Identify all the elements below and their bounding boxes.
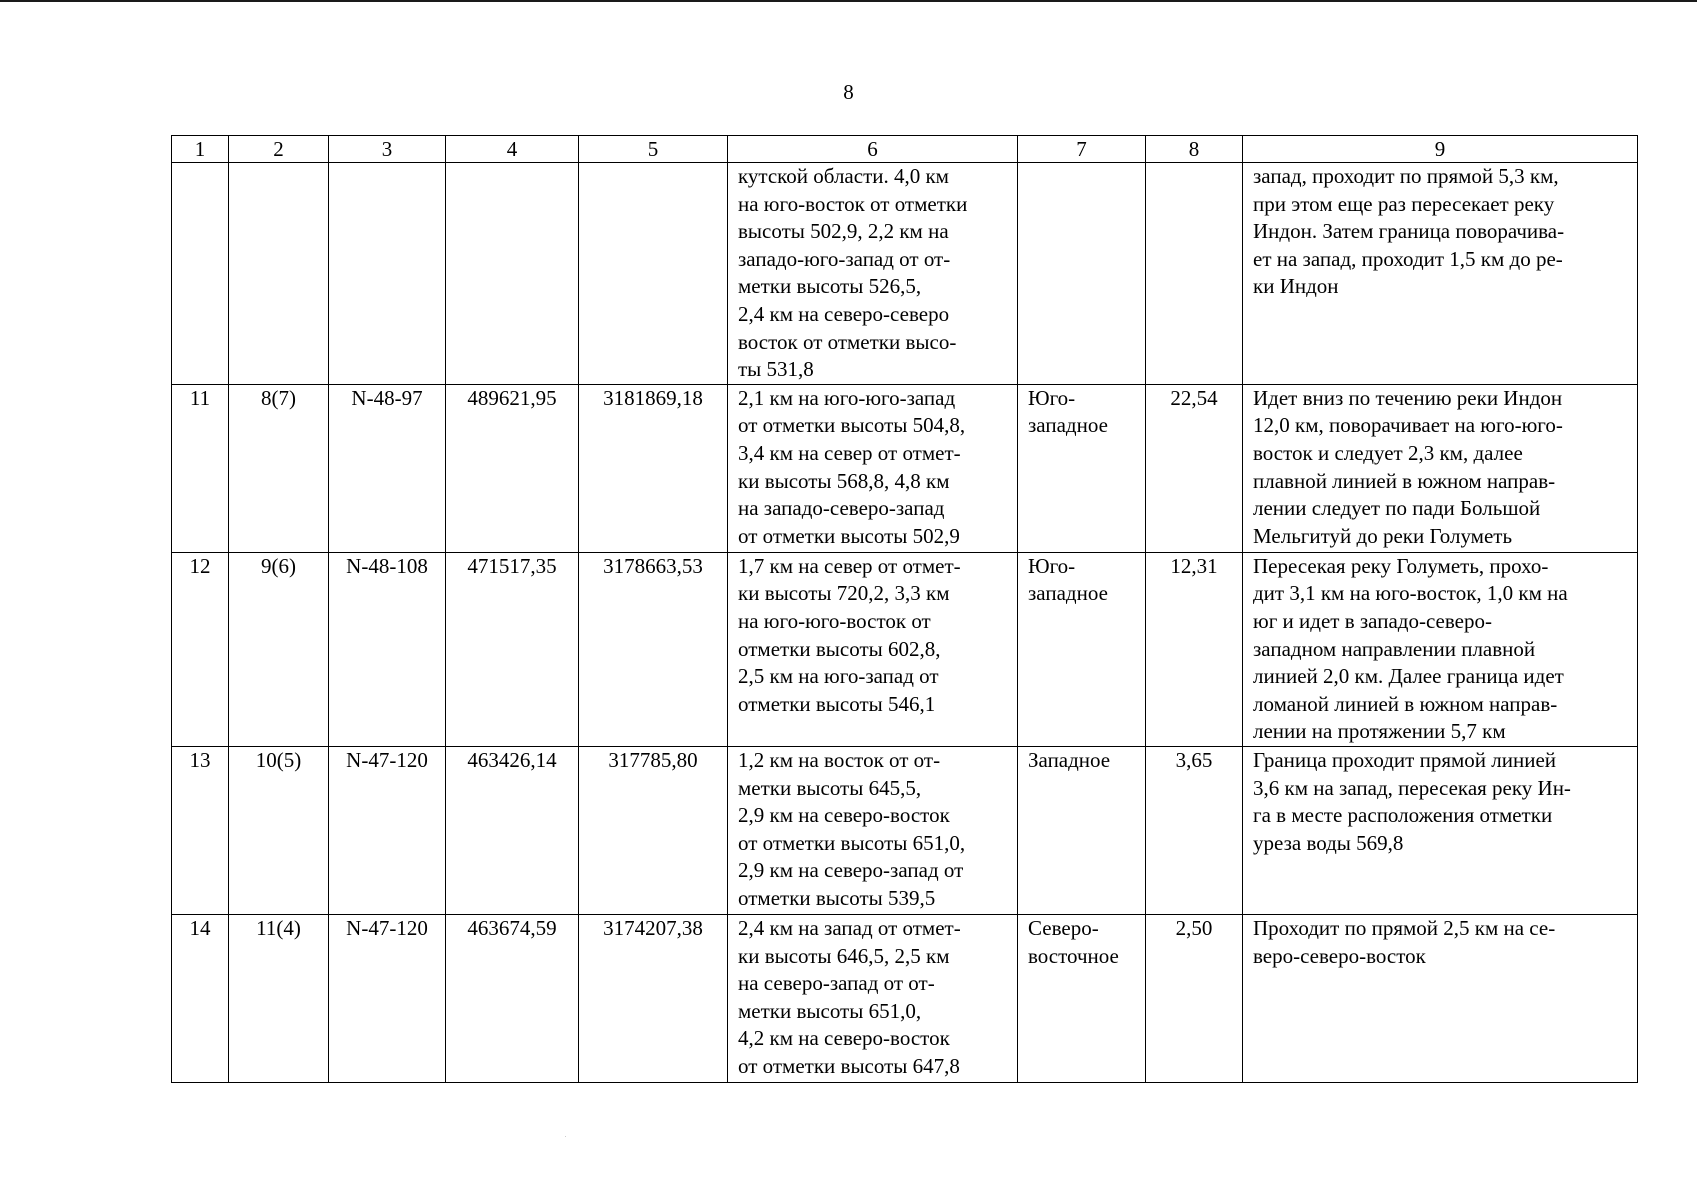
- location-description-cell-line: на юго-юго-восток от: [738, 608, 931, 633]
- location-description-cell-line: 1,2 км на восток от от-: [738, 747, 941, 772]
- boundary-description-cell: [1243, 914, 1638, 1082]
- location-description-cell: [728, 914, 1018, 1082]
- location-description-cell-line: 2,9 км на северо-запад от: [738, 858, 964, 883]
- direction-cell-line: Западное: [1028, 747, 1111, 772]
- header-cell: 9: [1243, 136, 1638, 163]
- header-cell: 4: [446, 136, 579, 163]
- location-description-cell: [728, 746, 1018, 914]
- direction-cell: [1018, 163, 1146, 385]
- map-sheet-cell: N-47-120: [329, 914, 446, 1082]
- location-description-cell-line: 2,4 км на запад от отмет-: [738, 915, 961, 940]
- boundary-description-cell-line: га в месте расположения отметки: [1253, 803, 1553, 828]
- boundary-table: [171, 135, 1638, 1083]
- location-description-cell-line: ки высоты 646,5, 2,5 км: [738, 943, 950, 968]
- row-number-cell: 11: [172, 384, 229, 552]
- point-number-cell: 11(4): [229, 914, 329, 1082]
- boundary-description-cell-line: западном направлении плавной: [1253, 636, 1536, 661]
- boundary-description-cell-line: Граница проходит прямой линией: [1253, 747, 1557, 772]
- coordinate-x-cell: [446, 163, 579, 385]
- boundary-description-cell-line: Пересекая реку Голуметь, прохо-: [1253, 553, 1549, 578]
- coordinate-y-cell: 317785,80: [579, 746, 728, 914]
- table-row: [172, 552, 1638, 746]
- boundary-description-cell-line: уреза воды 569,8: [1253, 830, 1404, 855]
- length-cell: 22,54: [1146, 384, 1243, 552]
- direction-cell: [1018, 552, 1146, 746]
- boundary-description-cell-line: при этом еще раз пересекает реку: [1253, 191, 1555, 216]
- location-description-cell-line: от отметки высоты 647,8: [738, 1053, 960, 1078]
- direction-cell-line: западное: [1028, 581, 1108, 606]
- boundary-description-cell-line: ки Индон: [1253, 274, 1339, 299]
- location-description-cell: [728, 552, 1018, 746]
- table-header-row: [172, 136, 1638, 163]
- location-description-cell-line: 2,9 км на северо-восток: [738, 803, 950, 828]
- location-description-cell-line: отметки высоты 546,1: [738, 691, 936, 716]
- header-cell: 1: [172, 136, 229, 163]
- boundary-description-cell-line: плавной линией в южном направ-: [1253, 468, 1556, 493]
- boundary-description-cell: [1243, 552, 1638, 746]
- boundary-description-cell-line: 12,0 км, поворачивает на юго-юго-: [1253, 413, 1563, 438]
- location-description-cell-line: ки высоты 568,8, 4,8 км: [738, 468, 950, 493]
- scan-speck: [565, 1136, 566, 1137]
- point-number-cell: [229, 163, 329, 385]
- location-description-cell-line: на юго-восток от отметки: [738, 191, 968, 216]
- location-description-cell-line: от отметки высоты 651,0,: [738, 830, 966, 855]
- row-number-cell: 12: [172, 552, 229, 746]
- coordinate-x-cell: 463674,59: [446, 914, 579, 1082]
- top-border-line: [0, 0, 1697, 2]
- map-sheet-cell: [329, 163, 446, 385]
- location-description-cell-line: восток от отметки высо-: [738, 329, 957, 354]
- direction-cell-line: Юго-: [1028, 385, 1076, 410]
- length-cell: 2,50: [1146, 914, 1243, 1082]
- boundary-description-cell-line: восток и следует 2,3 км, далее: [1253, 440, 1523, 465]
- boundary-description-cell-line: 3,6 км на запад, пересекая реку Ин-: [1253, 775, 1571, 800]
- boundary-description-cell-line: Проходит по прямой 2,5 км на се-: [1253, 915, 1556, 940]
- direction-cell-line: восточное: [1028, 943, 1119, 968]
- location-description-cell-line: высоты 502,9, 2,2 км на: [738, 219, 949, 244]
- location-description-cell-line: на северо-запад от от-: [738, 971, 935, 996]
- length-cell: [1146, 163, 1243, 385]
- location-description-cell-line: от отметки высоты 502,9: [738, 523, 960, 548]
- boundary-description-cell-line: запад, проходит по прямой 5,3 км,: [1253, 164, 1559, 188]
- location-description-cell: [728, 163, 1018, 385]
- header-cell: 5: [579, 136, 728, 163]
- length-cell: 3,65: [1146, 746, 1243, 914]
- location-description-cell-line: западо-юго-запад от от-: [738, 246, 951, 271]
- location-description-cell-line: ты 531,8: [738, 357, 814, 382]
- location-description-cell-line: метки высоты 645,5,: [738, 775, 922, 800]
- boundary-description-cell-line: веро-северо-восток: [1253, 943, 1426, 968]
- location-description-cell-line: метки высоты 651,0,: [738, 998, 922, 1023]
- coordinate-x-cell: 463426,14: [446, 746, 579, 914]
- point-number-cell: 9(6): [229, 552, 329, 746]
- row-number-cell: 13: [172, 746, 229, 914]
- header-cell: 2: [229, 136, 329, 163]
- location-description-cell-line: от отметки высоты 504,8,: [738, 413, 966, 438]
- point-number-cell: 10(5): [229, 746, 329, 914]
- boundary-description-cell-line: ломаной линией в южном направ-: [1253, 691, 1558, 716]
- direction-cell: [1018, 746, 1146, 914]
- coordinate-x-cell: 489621,95: [446, 384, 579, 552]
- location-description-cell-line: 2,1 км на юго-юго-запад: [738, 385, 956, 410]
- header-cell: 8: [1146, 136, 1243, 163]
- header-cell: 6: [728, 136, 1018, 163]
- length-cell: 12,31: [1146, 552, 1243, 746]
- coordinate-y-cell: [579, 163, 728, 385]
- direction-cell-line: Юго-: [1028, 553, 1076, 578]
- boundary-description-cell-line: Мельгитуй до реки Голуметь: [1253, 523, 1513, 548]
- location-description-cell-line: 2,4 км на северо-северо: [738, 301, 950, 326]
- table-row: [172, 384, 1638, 552]
- header-cell: 7: [1018, 136, 1146, 163]
- direction-cell: [1018, 914, 1146, 1082]
- row-number-cell: 14: [172, 914, 229, 1082]
- map-sheet-cell: N-47-120: [329, 746, 446, 914]
- boundary-description-cell-line: лении на протяжении 5,7 км: [1253, 719, 1506, 744]
- boundary-description-cell-line: линией 2,0 км. Далее граница идет: [1253, 664, 1564, 689]
- table-row: [172, 163, 1638, 385]
- boundary-description-cell: [1243, 163, 1638, 385]
- location-description-cell-line: 4,2 км на северо-восток: [738, 1026, 950, 1051]
- location-description-cell-line: метки высоты 526,5,: [738, 274, 922, 299]
- boundary-description-cell-line: Идет вниз по течению реки Индон: [1253, 385, 1563, 410]
- direction-cell: [1018, 384, 1146, 552]
- map-sheet-cell: N-48-108: [329, 552, 446, 746]
- row-number-cell: [172, 163, 229, 385]
- boundary-description-cell: [1243, 384, 1638, 552]
- coordinate-y-cell: 3174207,38: [579, 914, 728, 1082]
- table-row: [172, 746, 1638, 914]
- location-description-cell-line: ки высоты 720,2, 3,3 км: [738, 581, 950, 606]
- header-cell: 3: [329, 136, 446, 163]
- boundary-description-cell: [1243, 746, 1638, 914]
- table-row: [172, 914, 1638, 1082]
- map-sheet-cell: N-48-97: [329, 384, 446, 552]
- direction-cell-line: западное: [1028, 413, 1108, 438]
- location-description-cell-line: 3,4 км на север от отмет-: [738, 440, 961, 465]
- location-description-cell-line: отметки высоты 539,5: [738, 885, 936, 910]
- point-number-cell: 8(7): [229, 384, 329, 552]
- boundary-description-cell-line: дит 3,1 км на юго-восток, 1,0 км на: [1253, 581, 1568, 606]
- coordinate-y-cell: 3178663,53: [579, 552, 728, 746]
- coordinate-x-cell: 471517,35: [446, 552, 579, 746]
- boundary-description-cell-line: ет на запад, проходит 1,5 км до ре-: [1253, 246, 1563, 271]
- location-description-cell-line: кутской области. 4,0 км: [738, 164, 949, 188]
- location-description-cell-line: 2,5 км на юго-запад от: [738, 664, 939, 689]
- boundary-description-cell-line: юг и идет в западо-северо-: [1253, 608, 1492, 633]
- location-description-cell-line: отметки высоты 602,8,: [738, 636, 941, 661]
- location-description-cell-line: на западо-северо-запад: [738, 496, 945, 521]
- coordinate-y-cell: 3181869,18: [579, 384, 728, 552]
- direction-cell-line: Северо-: [1028, 915, 1099, 940]
- boundary-description-cell-line: Индон. Затем граница поворачива-: [1253, 219, 1565, 244]
- location-description-cell-line: 1,7 км на север от отмет-: [738, 553, 961, 578]
- page-number: 8: [843, 80, 854, 104]
- boundary-description-cell-line: лении следует по пади Большой: [1253, 496, 1541, 521]
- location-description-cell: [728, 384, 1018, 552]
